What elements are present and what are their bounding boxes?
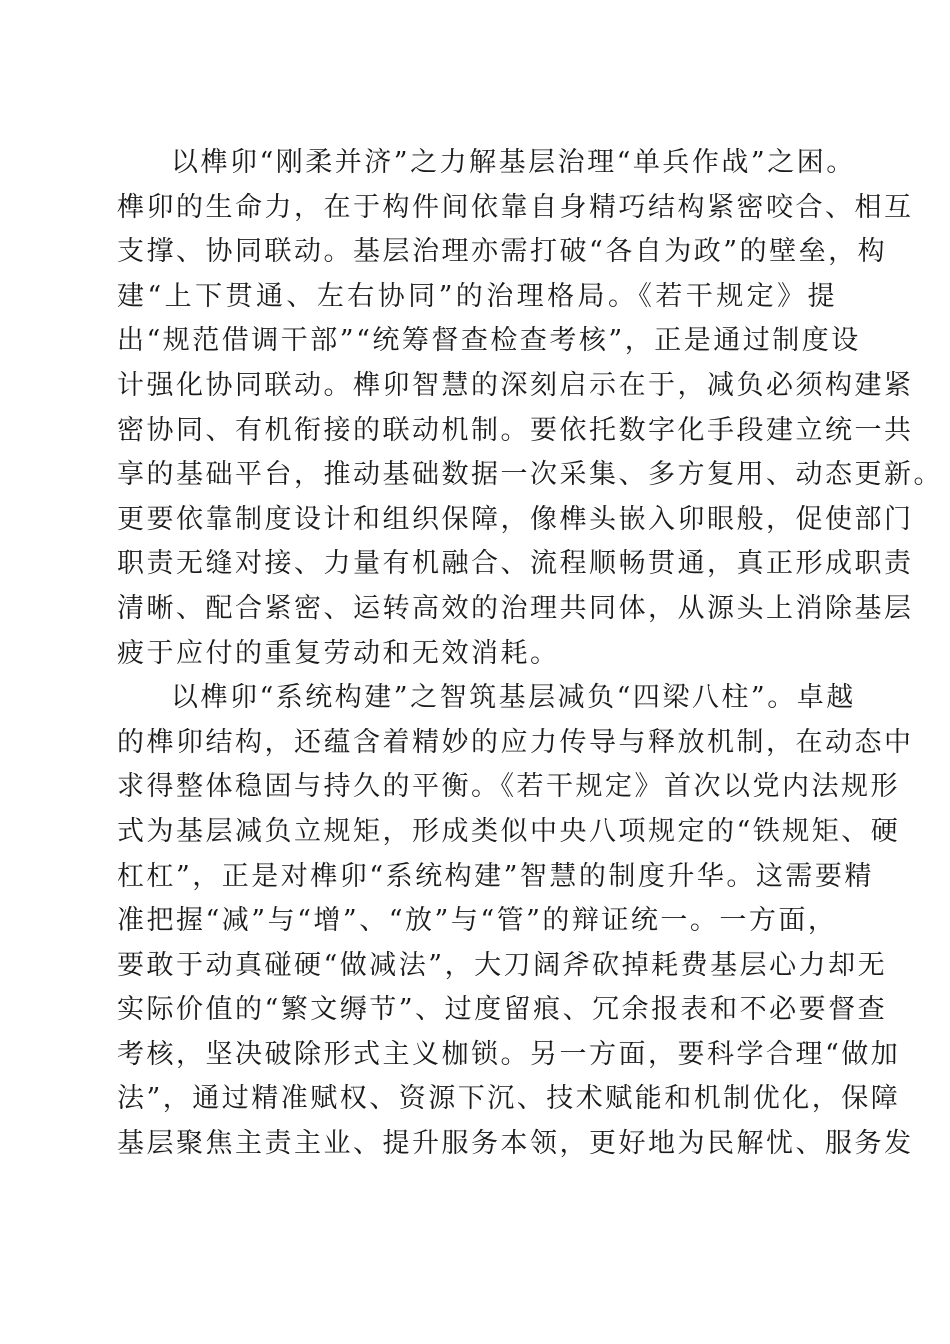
text-line: 以榫卯“刚柔并济”之力解基层治理“单兵作战”之困。 bbox=[171, 147, 856, 178]
text-line: 支撑、协同联动。基层治理亦需打破“各自为政”的壁垒，构 bbox=[117, 236, 888, 268]
text-line: 建“上下贯通、左右协同”的治理格局。《若干规定》提 bbox=[117, 280, 837, 312]
text-line: 清晰、配合紧密、运转高效的治理共同体，从源头上消除基层 bbox=[117, 592, 914, 624]
text-line: 准把握“减”与“增”、“放”与“管”的辩证统一。一方面， bbox=[117, 905, 838, 937]
text-line: 更要依靠制度设计和组织保障，像榫头嵌入卯眼般，促使部门 bbox=[117, 503, 914, 535]
paragraph-2 bbox=[117, 676, 914, 1167]
text-line: 要敢于动真碰硬“做减法”，大刀阔斧砍掉耗费基层心力却无 bbox=[117, 949, 888, 981]
text-line: 疲于应付的重复劳动和无效消耗。 bbox=[117, 637, 560, 669]
text-line: 榫卯的生命力，在于构件间依靠自身精巧结构紧密咬合、相互 bbox=[117, 191, 914, 223]
text-line: 求得整体稳固与持久的平衡。《若干规定》首次以党内法规形 bbox=[117, 771, 900, 803]
text-line: 职责无缝对接、力量有机融合、流程顺畅贯通，真正形成职责 bbox=[117, 548, 914, 580]
paragraph-1 bbox=[117, 141, 943, 676]
text-line: 的榫卯结构，还蕴含着精妙的应力传导与释放机制，在动态中 bbox=[117, 726, 914, 758]
text-line: 式为基层减负立规矩，形成类似中央八项规定的“铁规矩、硬 bbox=[117, 815, 901, 847]
article-body bbox=[117, 141, 943, 1167]
text-line: 以榫卯“系统构建”之智筑基层减负“四梁八柱”。卓越 bbox=[171, 682, 856, 714]
text-line: 法”，通过精准赋权、资源下沉、技术赋能和机制优化，保障 bbox=[117, 1083, 901, 1115]
text-line: 实际价值的“繁文缛节”、过度留痕、冗余报表和不必要督查 bbox=[117, 994, 888, 1026]
text-line: 计强化协同联动。榫卯智慧的深刻启示在于，减负必须构建紧 bbox=[117, 369, 914, 401]
text-line: 杠杠”，正是对榫卯“系统构建”智慧的制度升华。这需要精 bbox=[117, 860, 874, 892]
text-line: 享的基础平台，推动基础数据一次采集、多方复用、动态更新。 bbox=[117, 459, 943, 491]
text-line: 基层聚焦主责主业、提升服务本领，更好地为民解忧、服务发 bbox=[117, 1128, 914, 1160]
text-line: 考核，坚决破除形式主义枷锁。另一方面，要科学合理“做加 bbox=[117, 1038, 901, 1070]
text-line: 出“规范借调干部”“统筹督查检查考核”，正是通过制度设 bbox=[117, 325, 861, 357]
text-line: 密协同、有机衔接的联动机制。要依托数字化手段建立统一共 bbox=[117, 414, 914, 446]
